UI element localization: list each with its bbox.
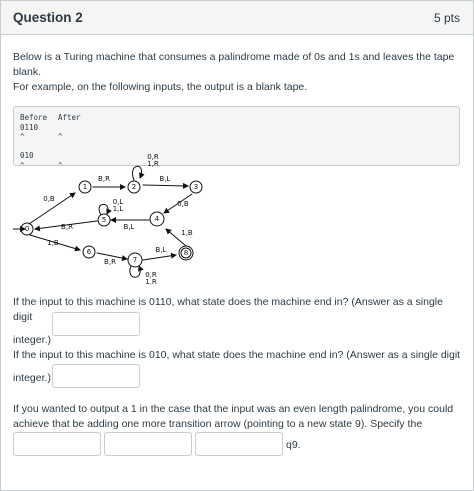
- answer-field-q1[interactable]: [52, 312, 140, 336]
- example-row: [20, 123, 453, 133]
- edge-label-q7-q8: B,L: [155, 246, 167, 254]
- question-3-line-2: achieve that be adding one more transition arrow (pointing to a new state 9). Specify the: [13, 418, 423, 430]
- intro-line-2: For example, on the following inputs, the output is a blank tape.: [13, 81, 308, 93]
- edge-label-q0-q6: 1,B: [47, 239, 59, 247]
- example-header-after: After: [58, 113, 81, 122]
- edge-label-q5-q0: B,R: [61, 223, 73, 231]
- edge-label-q8-q4: 1,B: [181, 229, 193, 237]
- state-q3-label: 3: [193, 183, 199, 191]
- transition-field-2[interactable]: [104, 432, 192, 456]
- edge-label-q3-q4: 0,B: [177, 200, 189, 208]
- edge-label-q4-q5: B,L: [123, 223, 135, 231]
- loop-q7: [130, 266, 140, 277]
- edge-q7-q8: [143, 255, 176, 260]
- question-1-line-1: If the input to this machine is 0110, what state does the machine end in? (Answer as a single digit: [13, 296, 443, 323]
- question-2-line-2: integer.): [13, 372, 51, 384]
- edge-label-q6-q7: B,R: [104, 258, 116, 266]
- loop-label-q2: 0,R 1,R: [147, 153, 159, 168]
- edge-label-q2-q3: B,L: [159, 175, 171, 183]
- edge-label-q0-q1: 0,B: [43, 195, 55, 203]
- question-title: Question 2: [13, 10, 83, 25]
- state-q7-label: 7: [132, 256, 138, 264]
- example-row: [20, 132, 453, 142]
- transition-suffix: q9.: [286, 439, 301, 451]
- state-q1-label: 1: [82, 183, 88, 191]
- edge-label-q1-q2: B,R: [98, 175, 110, 183]
- answer-field-q2[interactable]: [52, 364, 140, 388]
- intro-line-1: Below is a Turing machine that consumes a palindrome made of 0s and 1s and leaves the tape blank.: [13, 51, 455, 78]
- loop-q5: [99, 204, 108, 215]
- question-3-line-1: If you wanted to output a 1 in the case that the input was an even length palindrome, you could: [13, 403, 454, 415]
- example-header-row: [20, 113, 453, 123]
- example-before-cell: ^: [20, 132, 25, 142]
- question-1-line-2: integer.): [13, 334, 51, 346]
- question-header: [1, 1, 473, 35]
- edge-q2-q3: [143, 185, 188, 186]
- state-q4-label: 4: [154, 215, 160, 223]
- example-before-cell: 010: [20, 151, 34, 161]
- example-before-cell: ^: [20, 160, 25, 170]
- question-intro: [13, 50, 463, 95]
- question-2-line-1: If the input to this machine is 010, what state does the machine end in? (Answer as a single digit: [13, 349, 461, 361]
- state-q0-label: 0: [24, 225, 30, 233]
- example-after-cell: ^: [58, 132, 63, 142]
- state-q8-label: 8: [183, 249, 189, 257]
- state-q5-label: 5: [101, 216, 107, 224]
- loop-label-q5: 0,L 1,L: [112, 198, 124, 213]
- turing-machine-diagram: [13, 149, 218, 284]
- state-q6-label: 6: [86, 248, 92, 256]
- question-points: 5 pts: [433, 10, 460, 25]
- loop-q2: [132, 166, 141, 180]
- example-before-cell: 0110: [20, 122, 39, 132]
- example-header-before: Before: [20, 113, 48, 122]
- loop-label-q7: 0,R 1,R: [145, 271, 157, 284]
- state-q2-label: 2: [131, 183, 137, 191]
- transition-field-3[interactable]: [195, 432, 283, 456]
- transition-field-1[interactable]: [13, 432, 101, 456]
- example-after-cell: ^: [58, 160, 63, 170]
